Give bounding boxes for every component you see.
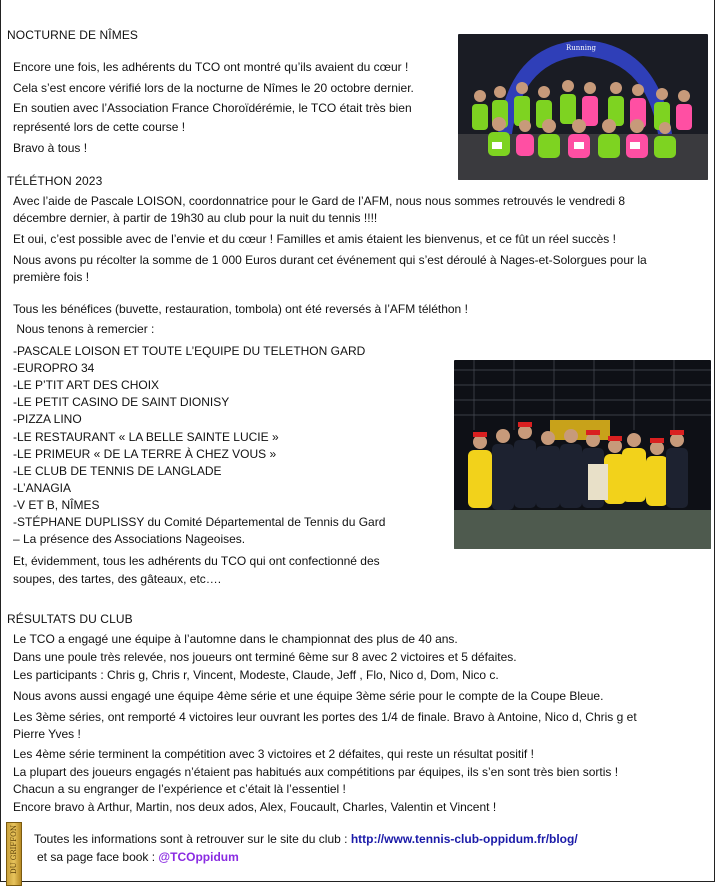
results-line: Dans une poule très relevée, nos joueurs ont terminé 6ème sur 8 avec 2 victoires et 5 défaites. bbox=[13, 650, 517, 664]
footer-website-prefix: Toutes les informations sont à retrouver sur le site du club : bbox=[34, 832, 351, 846]
results-line: Les 3ème séries, ont remporté 4 victoires leur ouvrant les portes des 1/4 de finale. Bravo à Antoine, Nico d, Chris g et bbox=[13, 710, 637, 724]
thanks-item: -LE CLUB DE TENNIS DE LANGLADE bbox=[13, 464, 222, 478]
thanks-item: -PIZZA LINO bbox=[13, 412, 82, 426]
results-line: Les 4ème série terminent la compétition avec 3 victoires et 2 défaites, qui reste un résultat positif ! bbox=[13, 747, 534, 761]
results-line: Pierre Yves ! bbox=[13, 727, 81, 741]
results-line: Le TCO a engagé une équipe à l’automne dans le championnat des plus de 40 ans. bbox=[13, 632, 458, 646]
results-line: La plupart des joueurs engagés n’étaient pas habitués aux compétitions par équipes, ils s’en sont très bien sortis ! bbox=[13, 765, 619, 779]
nocturne-line: Bravo à tous ! bbox=[13, 141, 88, 155]
stamp-text: DU GRIFFON bbox=[10, 825, 18, 874]
telethon-line: Avec l’aide de Pascale LOISON, coordonnatrice pour le Gard de l’AFM, nous nous sommes retrouvés le vendredi 8 bbox=[13, 194, 626, 208]
results-line: Les participants : Chris g, Chris r, Vincent, Modeste, Claude, Jeff , Flo, Nico d, Dom, Nico c. bbox=[13, 668, 499, 682]
telethon-line: première fois ! bbox=[13, 270, 90, 284]
telethon-closing-line: soupes, des tartes, des gâteaux, etc…. bbox=[13, 572, 222, 586]
nocturne-line: Encore une fois, les adhérents du TCO ont montré qu’ils avaient du cœur ! bbox=[13, 60, 409, 74]
telethon-group-photo bbox=[454, 360, 711, 549]
footer-facebook-line bbox=[37, 849, 239, 865]
nocturne-runners-photo bbox=[458, 34, 708, 180]
telethon-closing-line: Et, évidemment, tous les adhérents du TCO qui ont confectionné des bbox=[13, 554, 380, 568]
thanks-item: -LE PETIT CASINO DE SAINT DIONISY bbox=[13, 395, 230, 409]
thanks-item: -LE PRIMEUR « DE LA TERRE À CHEZ VOUS » bbox=[13, 447, 277, 461]
telethon-line: décembre dernier, à partir de 19h30 au club pour la nuit du tennis !!!! bbox=[13, 211, 378, 225]
section-title-nocturne: NOCTURNE DE NÎMES bbox=[7, 28, 139, 42]
section-title-results: RÉSULTATS DU CLUB bbox=[7, 612, 133, 626]
thanks-item: -EUROPRO 34 bbox=[13, 361, 95, 375]
nocturne-line: En soutien avec l’Association France Choroïdérémie, le TCO était très bien bbox=[13, 101, 412, 115]
telethon-line: Nous tenons à remercier : bbox=[13, 322, 155, 336]
telethon-line: Et oui, c’est possible avec de l’envie et du cœur ! Familles et amis étaient les bienvenus, et ce fût un réel succès ! bbox=[13, 232, 616, 246]
thanks-item: -LE P’TIT ART DES CHOIX bbox=[13, 378, 160, 392]
results-line: Encore bravo à Arthur, Martin, nos deux ados, Alex, Foucault, Charles, Valentin et Vincent ! bbox=[13, 800, 497, 814]
website-link[interactable]: http://www.tennis-club-oppidum.fr/blog/ bbox=[350, 832, 578, 846]
griffon-stamp-logo bbox=[6, 822, 22, 886]
arch-text: Running bbox=[566, 44, 597, 52]
footer-facebook-prefix: et sa page face book : bbox=[37, 850, 159, 864]
thanks-item: -LE RESTAURANT « LA BELLE SAINTE LUCIE » bbox=[13, 430, 279, 444]
thanks-item: -V ET B, NÎMES bbox=[13, 498, 100, 512]
thanks-item: -PASCALE LOISON ET TOUTE L’EQUIPE DU TELETHON GARD bbox=[13, 344, 366, 358]
section-title-telethon: TÉLÉTHON 2023 bbox=[7, 174, 103, 188]
thanks-item: -STÉPHANE DUPLISSY du Comité Départemental de Tennis du Gard bbox=[13, 515, 386, 529]
thanks-item: -L’ANAGIA bbox=[13, 481, 72, 495]
telethon-line: Nous avons pu récolter la somme de 1 000 Euros durant cet événement qui s’est déroulé à Nages-et-Solorgues pour la bbox=[13, 253, 647, 267]
results-line: Nous avons aussi engagé une équipe 4ème série et une équipe 3ème série pour le compte de la Coupe Bleue. bbox=[13, 689, 604, 703]
facebook-link[interactable]: @TCOppidum bbox=[158, 850, 239, 864]
nocturne-line: Cela s’est encore vérifié lors de la nocturne de Nîmes le 20 octobre dernier. bbox=[13, 81, 414, 95]
thanks-item: – La présence des Associations Nageoises. bbox=[13, 532, 246, 546]
footer-website-line bbox=[34, 831, 578, 847]
telethon-line: Tous les bénéfices (buvette, restauration, tombola) ont été reversés à l’AFM téléthon ! bbox=[13, 302, 468, 316]
nocturne-line: représenté lors de cette course ! bbox=[13, 120, 186, 134]
results-line: Chacun a su engranger de l’expérience et c’était là l’essentiel ! bbox=[13, 782, 346, 796]
